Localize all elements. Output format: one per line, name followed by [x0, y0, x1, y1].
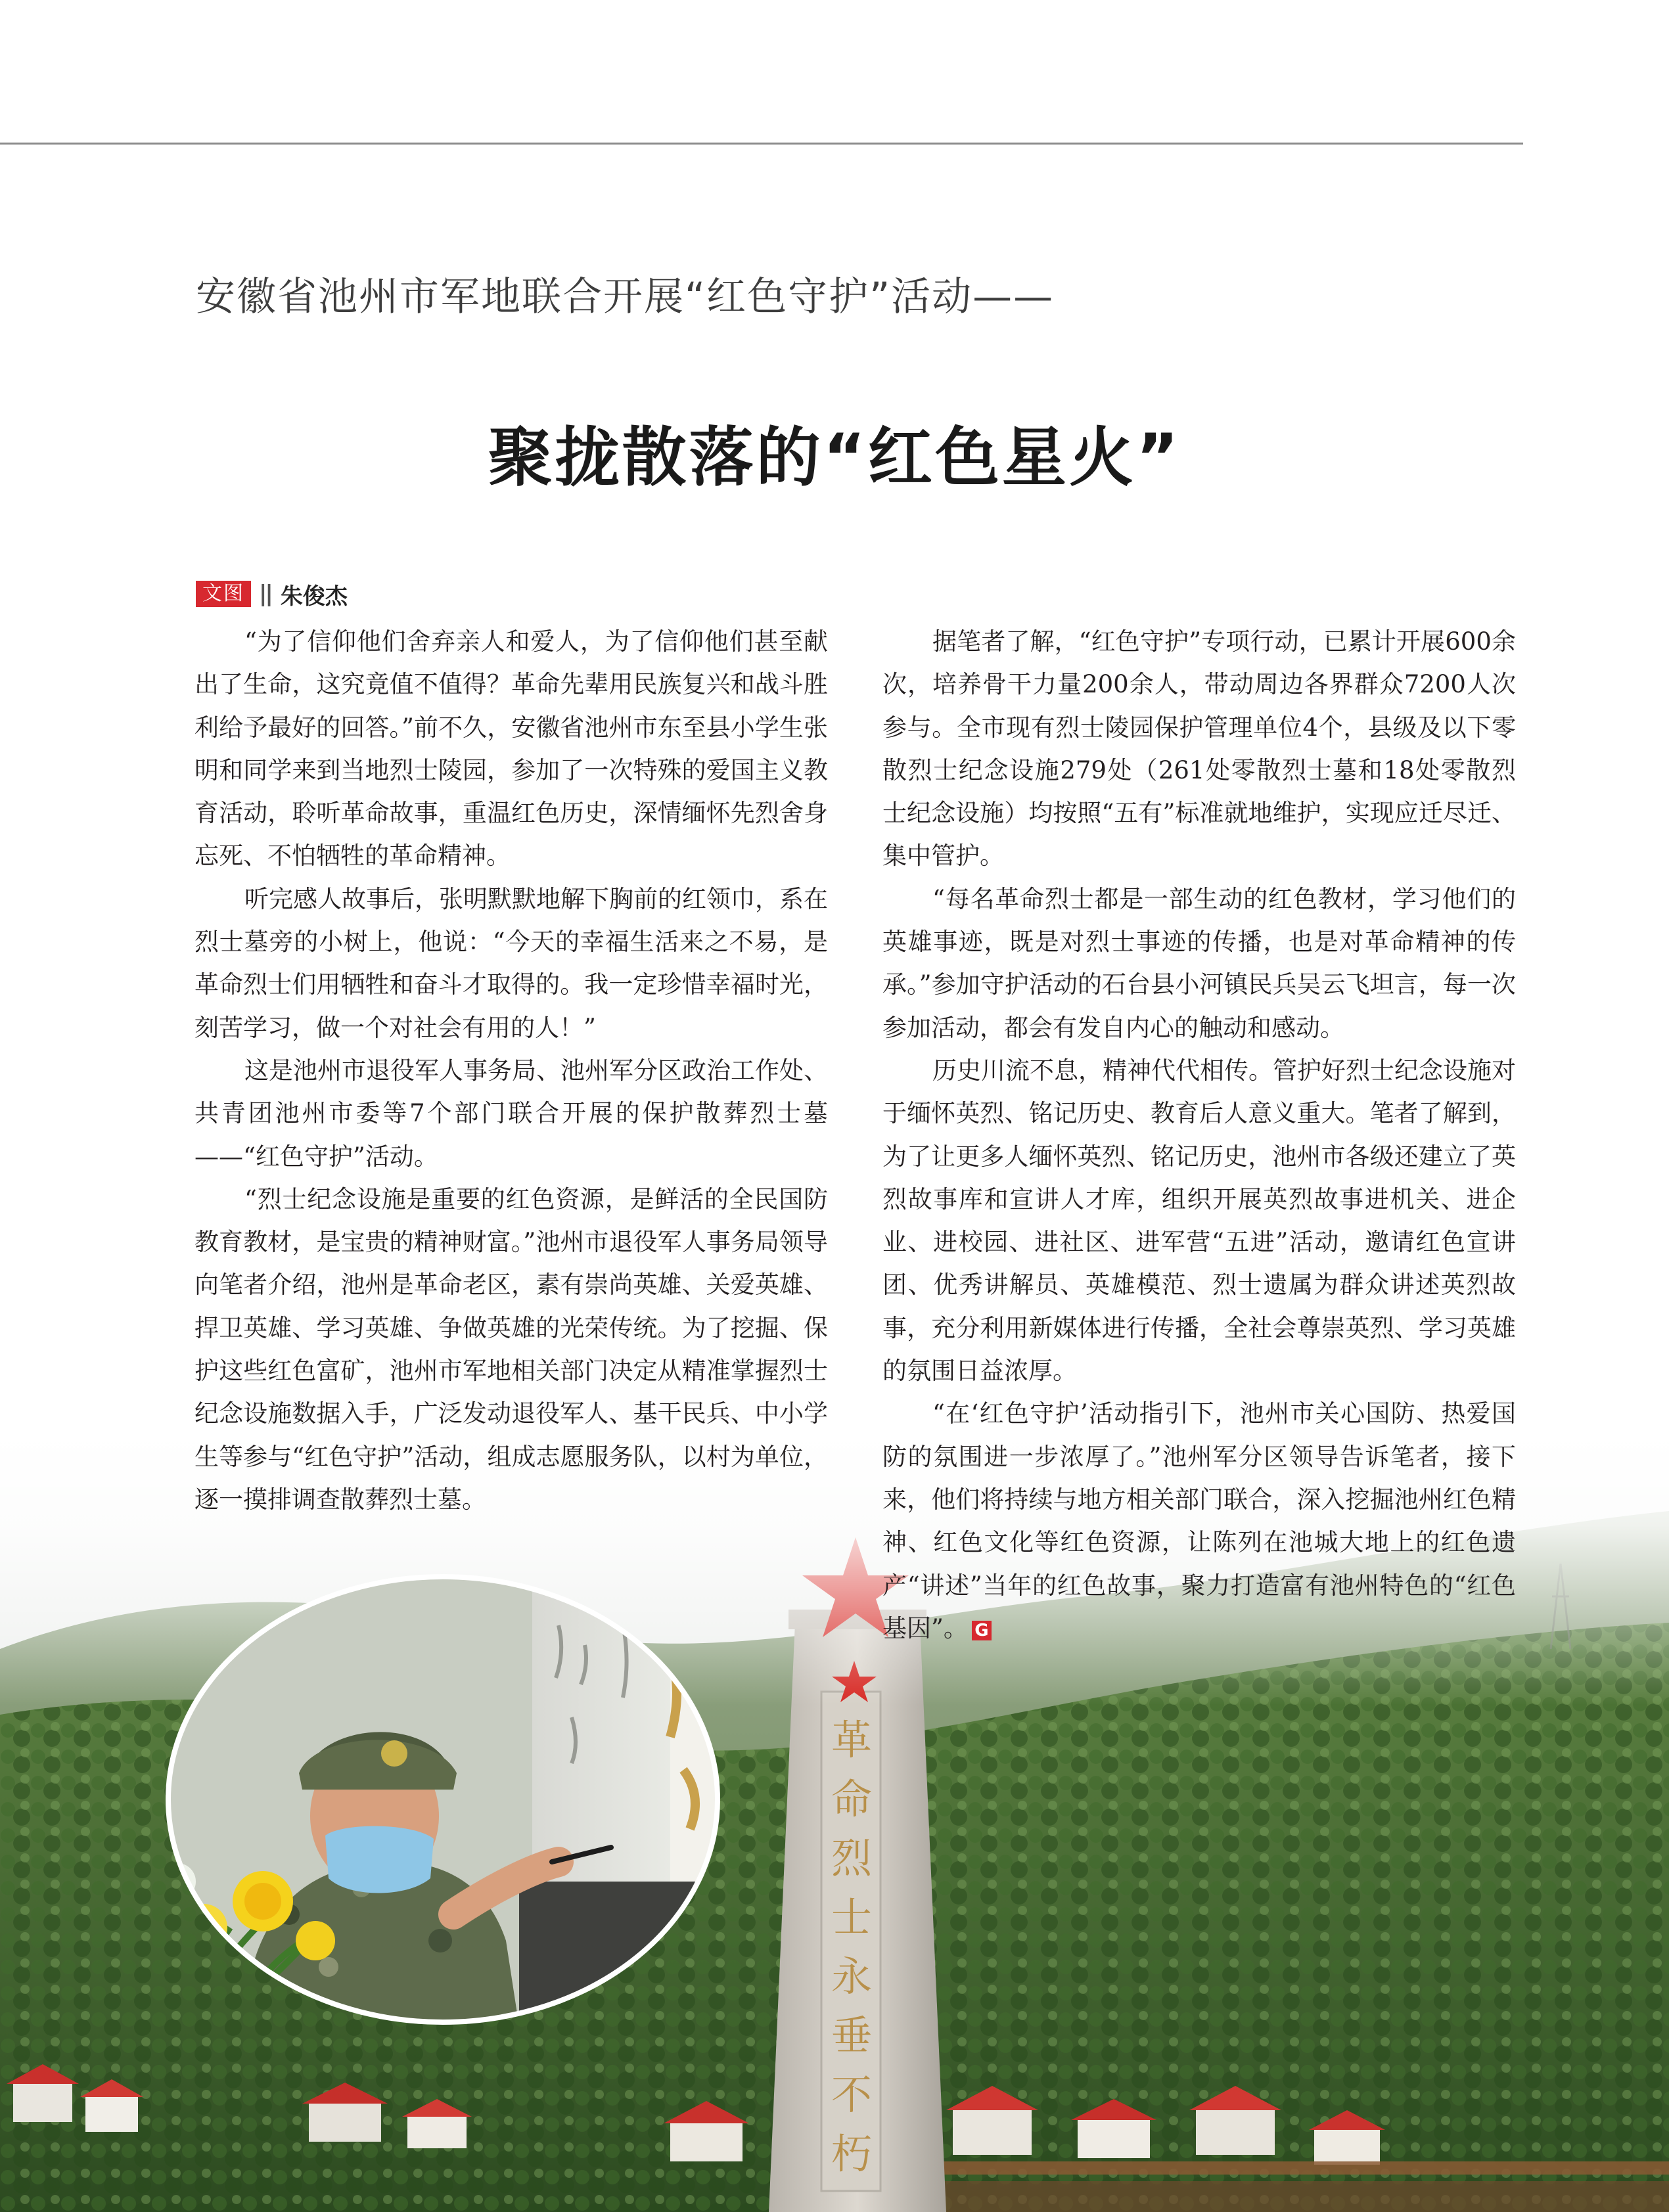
paragraph: 据笔者了解，“红色守护”专项行动，已累计开展600余次，培养骨干力量200余人，带动周边各界群众7200人次参与。全市现有烈士陵园保护管理单位4个，县级及以下零散烈士纪念设施279处（261处零散烈士墓和18处零散烈士纪念设施）均按照“五有”标准就地维护，实现应迁尽迁、集中管护。	[882, 627, 1516, 870]
face-mask	[325, 1826, 434, 1893]
article-kicker: 安徽省池州市军地联合开展“红色守护”活动——	[196, 274, 1055, 320]
paragraph-text: “在‘红色守护’活动指引下，池州市关心国防、热爱国防的氛围进一步浓厚了。”池州军分区领导告诉笔者，接下来，他们将持续与地方相关部门联合，深入挖掘池州红色精神、红色文化等红色资源，让陈列在池城大地上的红色遗产“讲述”当年的红色故事，聚力打造富有池州特色的“红色基因”。	[882, 1399, 1516, 1642]
byline	[196, 579, 348, 608]
byline-tag: 文图	[196, 581, 251, 607]
byline-separator: ||	[259, 581, 271, 607]
paragraph: 听完感人故事后，张明默默地解下胸前的红领巾，系在烈士墓旁的小树上，他说：“今天的幸福生活来之不易，是革命烈士们用牺牲和奋斗才取得的。我一定珍惜幸福时光，刻苦学习，做一个对社会有用的人！”	[194, 884, 828, 1042]
paragraph	[882, 1392, 1516, 1650]
right-column	[882, 620, 1516, 1650]
left-column	[194, 620, 828, 1521]
paragraph: “为了信仰他们舍弃亲人和爱人，为了信仰他们甚至献出了生命，这究竟值不值得？革命先辈用民族复兴和战斗胜利给予最好的回答。”前不久，安徽省池州市东至县小学生张明和同学来到当地烈士陵园，参加了一次特殊的爱国主义教育活动，聆听革命故事，重温红色历史，深情缅怀先烈舍身忘死、不怕牺牲的革命精神。	[194, 627, 828, 870]
paragraph: “每名革命烈士都是一部生动的红色教材，学习他们的英雄事迹，既是对烈士事迹的传播，也是对革命精神的传承。”参加守护活动的石台县小河镇民兵吴云飞坦言，每一次参加活动，都会有发自内心的触动和感动。	[882, 884, 1516, 1042]
cap-badge-icon	[381, 1740, 407, 1767]
header-rule	[0, 143, 1523, 145]
paragraph: “烈士纪念设施是重要的红色资源，是鲜活的全民国防教育教材，是宝贵的精神财富。”池州市退役军人事务局领导向笔者介绍，池州是革命老区，素有崇尚英雄、关爱英雄、捍卫英雄、学习英雄、争做英雄的光荣传统。为了挖掘、保护这些红色富矿，池州市军地相关部门决定从精准掌握烈士纪念设施数据入手，广泛发动退役军人、基干民兵、中小学生等参与“红色守护”活动，组成志愿服务队，以村为单位，逐一摸排调查散葬烈士墓。	[194, 1185, 828, 1514]
end-mark-icon: G	[972, 1621, 992, 1640]
paragraph: 这是池州市退役军人事务局、池州军分区政治工作处、共青团池州市委等7个部门联合开展的保护散葬烈士墓——“红色守护”活动。	[194, 1056, 828, 1171]
article-headline: 聚拢散落的“红色星火”	[488, 420, 1181, 495]
byline-author: 朱俊杰	[280, 583, 348, 610]
inset-photo-soldier	[164, 1573, 721, 2026]
paragraph: 历史川流不息，精神代代相传。管护好烈士纪念设施对于缅怀英烈、铭记历史、教育后人意义重大。笔者了解到，为了让更多人缅怀英烈、铭记历史，池州市各级还建立了英烈故事库和宣讲人才库，组织开展英烈故事进机关、进企业、进校园、进社区、进军营“五进”活动，邀请红色宣讲团、优秀讲解员、英雄模范、烈士遗属为群众讲述英烈故事，充分利用新媒体进行传播，全社会尊崇英烈、学习英雄的氛围日益浓厚。	[882, 1056, 1516, 1386]
